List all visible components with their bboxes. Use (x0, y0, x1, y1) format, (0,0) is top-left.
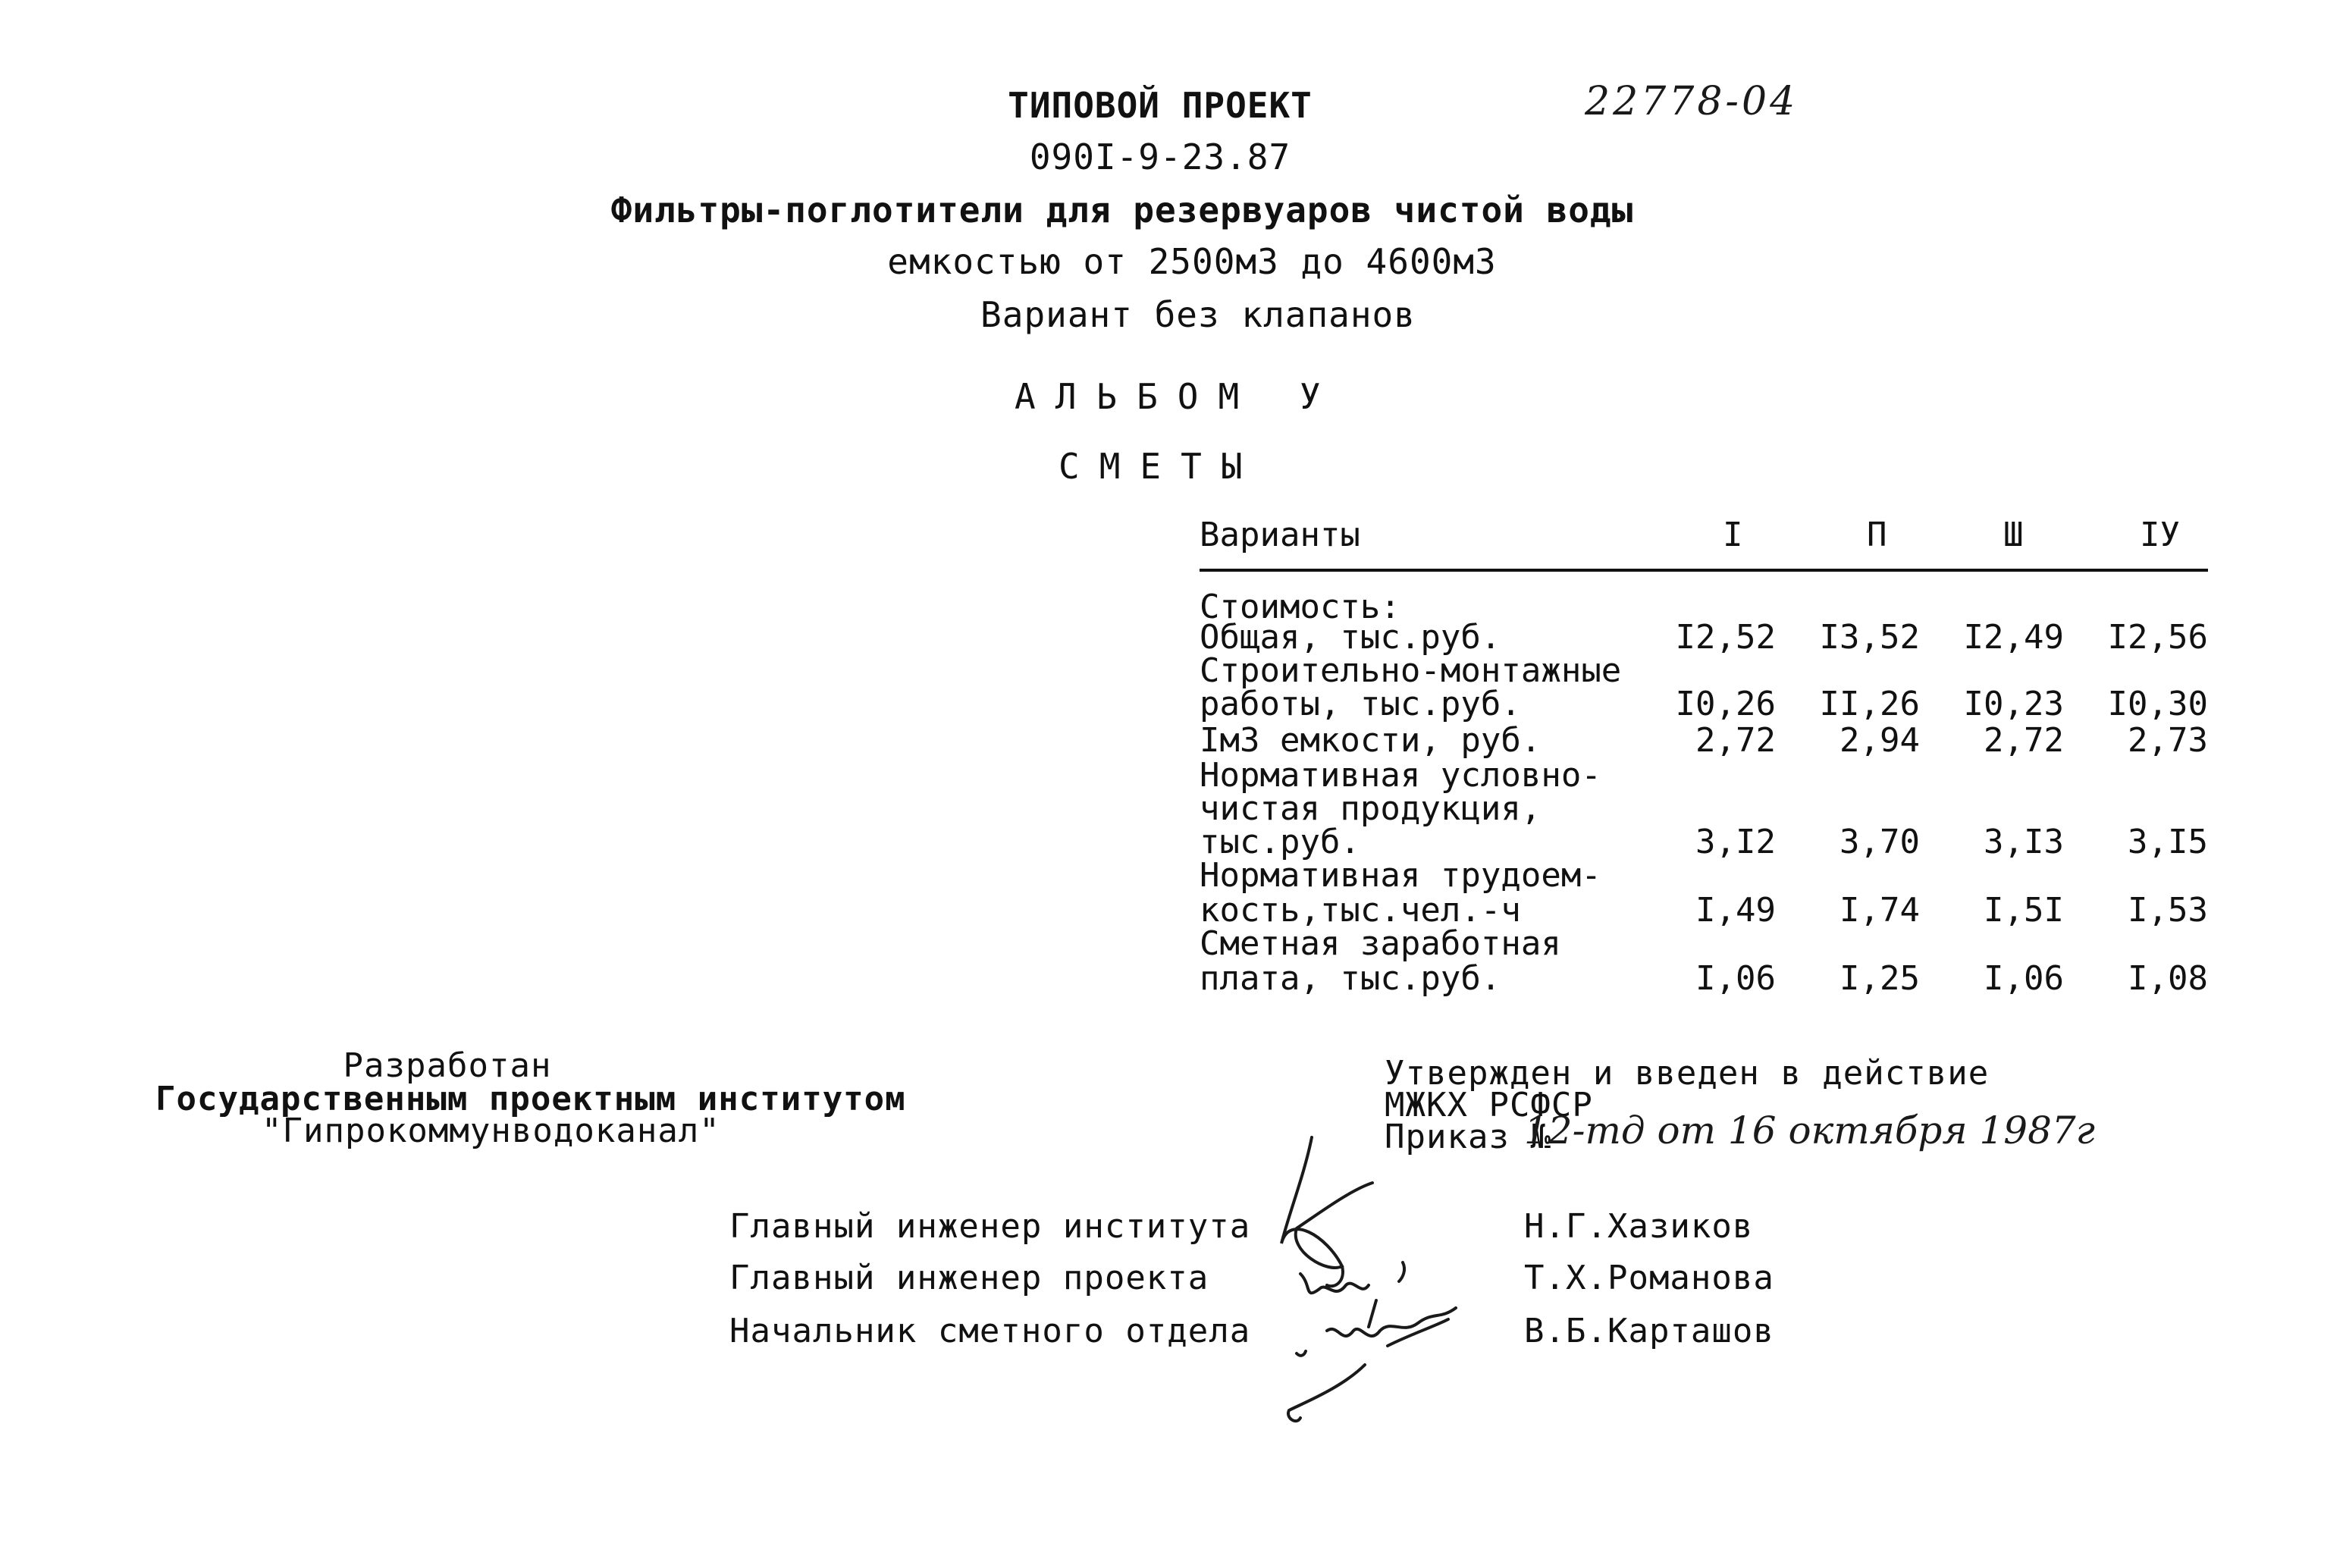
signatory-title-chief-engineer-institute: Главный инженер института (729, 1207, 1251, 1246)
row-label: Стоимость: (1200, 588, 1400, 626)
header-divider (1200, 569, 2208, 572)
document-title-line1: Фильтры-поглотители для резервуаров чистой воды (610, 190, 1634, 230)
row-label: Общая, тыс.руб. (1200, 618, 1501, 657)
cell-value: 3,I2 (1695, 823, 1776, 861)
cell-value: I,25 (1839, 959, 1920, 998)
developer-institute: Государственным проектным институтом (155, 1080, 906, 1118)
cell-value: I0,30 (2107, 685, 2208, 723)
cell-value: I,08 (2128, 959, 2208, 998)
column-header-3: Ш (2003, 516, 2024, 554)
row-label: Сметная заработная (1200, 924, 1561, 963)
cell-value: I2,49 (1963, 618, 2064, 657)
project-code: 090I-9-23.87 (1029, 136, 1291, 177)
cell-value: I,49 (1695, 891, 1776, 930)
cell-value: I,53 (2128, 891, 2208, 930)
row-label: работы, тыс.руб. (1200, 685, 1521, 723)
cell-value: 2,72 (1984, 721, 2064, 760)
developer-label: Разработан (343, 1046, 552, 1085)
cell-value: I3,52 (1819, 618, 1920, 657)
section-label: СМЕТЫ (1059, 446, 1262, 487)
row-label: Нормативная условно- (1200, 756, 1601, 795)
cell-value: I,06 (1984, 959, 2064, 998)
album-label: АЛЬБОМ У (1015, 376, 1341, 417)
signatory-name-kartashov: В.Б.Карташов (1524, 1312, 1774, 1350)
cell-value: I,06 (1695, 959, 1776, 998)
row-label: Нормативная трудоем- (1200, 856, 1601, 895)
cell-value: I0,23 (1963, 685, 2064, 723)
handwritten-inventory-number: 22778-04 (1585, 79, 1799, 124)
row-label: чистая продукция, (1200, 789, 1542, 828)
cell-value: I0,26 (1675, 685, 1776, 723)
cell-value: 2,94 (1839, 721, 1920, 760)
row-label: кость,тыс.чел.-ч (1200, 891, 1521, 930)
cell-value: 2,72 (1695, 721, 1776, 760)
row-label: IмЗ емкости, руб. (1200, 721, 1542, 760)
developer-institute-name: "Гипрокоммунводоканал" (262, 1112, 720, 1150)
cell-value: 2,73 (2128, 721, 2208, 760)
signatory-name-khazikov: Н.Г.Хазиков (1524, 1207, 1754, 1246)
row-label: тыс.руб. (1200, 823, 1360, 861)
cell-value: 3,I3 (1984, 823, 2064, 861)
cell-value: II,26 (1819, 685, 1920, 723)
row-label: Строительно-монтажные (1200, 651, 1622, 690)
cell-value: I2,52 (1675, 618, 1776, 657)
signatory-title-chief-engineer-project: Главный инженер проекта (729, 1259, 1209, 1297)
table-header (1200, 508, 2208, 561)
document-title-line3: Вариант без клапанов (980, 294, 1416, 335)
approval-line1: Утвержден и введен в действие (1385, 1054, 1990, 1093)
cell-value: 3,I5 (2128, 823, 2208, 861)
signatory-title-head-estimates: Начальник сметного отдела (729, 1312, 1251, 1350)
column-header-4: IУ (2140, 516, 2180, 554)
cell-value: 3,70 (1839, 823, 1920, 861)
cell-value: I,74 (1839, 891, 1920, 930)
approval-order-prefix: Приказ № (1385, 1118, 1573, 1156)
column-header-1: I (1723, 516, 1743, 554)
signatory-name-romanova: Т.Х.Романова (1524, 1259, 1774, 1297)
row-label: плата, тыс.руб. (1200, 959, 1501, 998)
cell-value: I2,56 (2107, 618, 2208, 657)
approval-order-handwritten: 12-тд от 16 октября 1987г (1524, 1109, 2095, 1152)
project-type-heading: ТИПОВОЙ ПРОЕКТ (1008, 85, 1313, 126)
cell-value: I,5I (1984, 891, 2064, 930)
approval-ministry: МЖКХ РСФСР (1385, 1086, 1593, 1124)
column-header-variants: Варианты (1200, 516, 1360, 554)
document-title-line2: емкостью от 2500м3 до 4600м3 (887, 241, 1497, 282)
handwritten-signatures-graphic (1213, 1130, 1532, 1448)
column-header-2: П (1867, 516, 1887, 554)
